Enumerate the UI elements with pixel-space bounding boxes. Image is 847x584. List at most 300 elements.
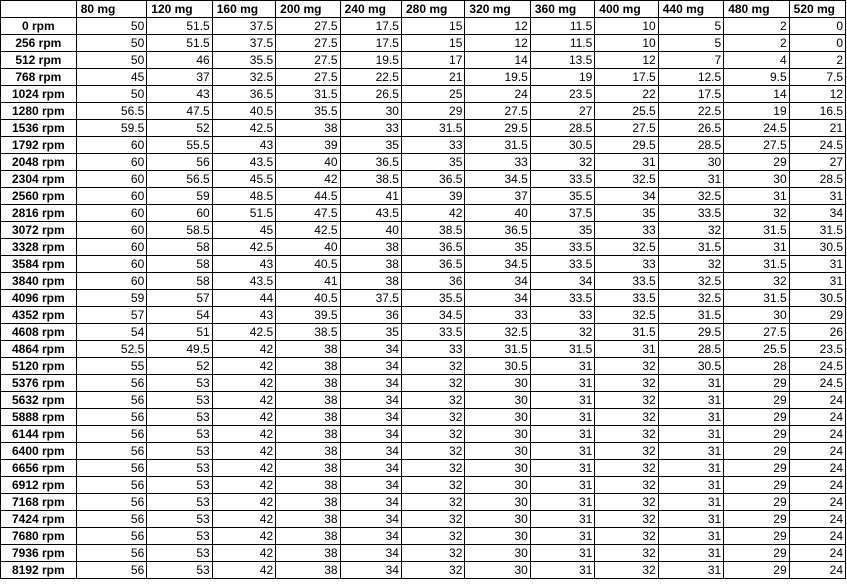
table-cell: 32 (401, 477, 464, 494)
table-cell: 19 (724, 103, 789, 120)
table-cell: 30 (658, 154, 723, 171)
table-cell: 34 (530, 273, 594, 290)
table-cell: 33.5 (401, 324, 464, 341)
table-cell: 35 (401, 154, 464, 171)
table-cell: 40 (276, 239, 340, 256)
table-cell: 29 (724, 392, 789, 409)
table-cell: 53 (147, 545, 212, 562)
table-cell: 29.5 (658, 324, 723, 341)
table-cell: 60 (76, 171, 147, 188)
table-cell: 35 (530, 222, 594, 239)
column-header: 80 mg (76, 1, 147, 18)
table-cell: 33 (595, 222, 658, 239)
table-cell: 38 (276, 358, 340, 375)
table-cell: 31.5 (595, 324, 658, 341)
table-cell: 25.5 (595, 103, 658, 120)
table-cell: 34 (340, 562, 401, 579)
table-cell: 9.5 (724, 69, 789, 86)
table-cell: 12.5 (658, 69, 723, 86)
table-cell: 22 (595, 86, 658, 103)
table-cell: 53 (147, 528, 212, 545)
table-cell: 31 (530, 358, 594, 375)
column-header: 520 mg (789, 1, 845, 18)
row-label: 512 rpm (1, 52, 77, 69)
table-cell: 32 (595, 494, 658, 511)
table-cell: 42 (212, 528, 275, 545)
table-cell: 54 (147, 307, 212, 324)
table-cell: 60 (76, 256, 147, 273)
table-cell: 37.5 (212, 35, 275, 52)
table-cell: 31 (530, 375, 594, 392)
table-cell: 11.5 (530, 18, 594, 35)
table-cell: 43.5 (212, 154, 275, 171)
table-cell: 40.5 (212, 103, 275, 120)
table-cell: 27.5 (276, 69, 340, 86)
table-cell: 30 (465, 511, 530, 528)
table-cell: 50 (76, 52, 147, 69)
table-cell: 31 (789, 188, 845, 205)
table-row (1, 256, 846, 273)
table-cell: 48.5 (212, 188, 275, 205)
table-cell: 29 (724, 460, 789, 477)
table-cell: 40 (276, 154, 340, 171)
table-cell: 30.5 (789, 290, 845, 307)
table-cell: 38 (276, 409, 340, 426)
table-cell: 32 (530, 154, 594, 171)
table-cell: 29 (724, 154, 789, 171)
table-cell: 32 (401, 392, 464, 409)
table-cell: 31 (658, 545, 723, 562)
table-cell: 27.5 (276, 35, 340, 52)
table-cell: 32 (401, 545, 464, 562)
table-cell: 24 (789, 545, 845, 562)
table-cell: 31 (724, 239, 789, 256)
table-cell: 17.5 (340, 35, 401, 52)
table-cell: 32.5 (595, 171, 658, 188)
table-cell: 33.5 (595, 273, 658, 290)
table-cell: 42 (276, 171, 340, 188)
table-cell: 28.5 (530, 120, 594, 137)
table-cell: 7 (658, 52, 723, 69)
column-header: 280 mg (401, 1, 464, 18)
table-cell: 51.5 (147, 18, 212, 35)
table-cell: 21 (401, 69, 464, 86)
table-cell: 15 (401, 18, 464, 35)
table-cell: 24 (789, 477, 845, 494)
row-label: 4608 rpm (1, 324, 77, 341)
table-cell: 40.5 (276, 256, 340, 273)
table-cell: 35.5 (276, 103, 340, 120)
table-cell: 38 (276, 494, 340, 511)
table-cell: 31.5 (789, 222, 845, 239)
table-cell: 56 (76, 494, 147, 511)
table-cell: 31 (530, 409, 594, 426)
table-cell: 32 (595, 477, 658, 494)
table-cell: 27.5 (724, 137, 789, 154)
table-cell: 26.5 (340, 86, 401, 103)
table-cell: 42 (212, 358, 275, 375)
table-cell: 34 (340, 443, 401, 460)
table-cell: 34 (340, 477, 401, 494)
table-cell: 32 (401, 358, 464, 375)
table-cell: 58 (147, 273, 212, 290)
column-header: 400 mg (595, 1, 658, 18)
table-cell: 34 (340, 341, 401, 358)
table-cell: 29 (724, 545, 789, 562)
row-label: 8192 rpm (1, 562, 77, 579)
table-cell: 23.5 (789, 341, 845, 358)
table-cell: 50 (76, 18, 147, 35)
table-cell: 37.5 (212, 18, 275, 35)
table-cell: 34.5 (465, 256, 530, 273)
table-cell: 31 (530, 511, 594, 528)
table-cell: 38.5 (340, 171, 401, 188)
table-cell: 60 (76, 188, 147, 205)
table-cell: 44.5 (276, 188, 340, 205)
table-cell: 42 (212, 511, 275, 528)
table-cell: 42 (212, 409, 275, 426)
table-cell: 12 (789, 86, 845, 103)
table-cell: 34 (340, 392, 401, 409)
table-cell: 32 (401, 409, 464, 426)
table-cell: 32 (595, 511, 658, 528)
table-cell: 25 (401, 86, 464, 103)
row-label: 7424 rpm (1, 511, 77, 528)
table-cell: 30 (465, 545, 530, 562)
table-cell: 29 (724, 443, 789, 460)
table-cell: 12 (465, 35, 530, 52)
table-cell: 60 (76, 222, 147, 239)
table-row (1, 341, 846, 358)
table-cell: 41 (276, 273, 340, 290)
table-cell: 29 (724, 477, 789, 494)
table-cell: 32 (401, 511, 464, 528)
row-label: 6656 rpm (1, 460, 77, 477)
table-cell: 31 (789, 273, 845, 290)
table-cell: 31 (658, 375, 723, 392)
column-header: 200 mg (276, 1, 340, 18)
table-cell: 32.5 (465, 324, 530, 341)
table-cell: 31 (658, 477, 723, 494)
table-cell: 42 (212, 562, 275, 579)
table-cell: 42 (401, 205, 464, 222)
table-cell: 32 (595, 358, 658, 375)
table-cell: 30 (465, 426, 530, 443)
table-cell: 34 (595, 188, 658, 205)
table-cell: 56 (76, 562, 147, 579)
table-cell: 30 (340, 103, 401, 120)
row-label: 2304 rpm (1, 171, 77, 188)
table-cell: 37.5 (530, 205, 594, 222)
table-cell: 35 (465, 239, 530, 256)
table-cell: 34 (340, 409, 401, 426)
table-cell: 40.5 (276, 290, 340, 307)
row-label: 0 rpm (1, 18, 77, 35)
table-cell: 42 (212, 426, 275, 443)
table-cell: 53 (147, 375, 212, 392)
table-cell: 26.5 (658, 120, 723, 137)
table-cell: 10 (595, 18, 658, 35)
table-cell: 38 (276, 460, 340, 477)
row-label: 2048 rpm (1, 154, 77, 171)
table-cell: 38 (276, 562, 340, 579)
table-row (1, 426, 846, 443)
table-cell: 38 (276, 341, 340, 358)
table-cell: 36.5 (401, 171, 464, 188)
table-cell: 47.5 (276, 205, 340, 222)
row-label: 1280 rpm (1, 103, 77, 120)
table-cell: 43.5 (340, 205, 401, 222)
table-cell: 26 (789, 324, 845, 341)
table-cell: 34 (340, 494, 401, 511)
table-cell: 56 (76, 528, 147, 545)
table-cell: 60 (147, 205, 212, 222)
table-row (1, 273, 846, 290)
table-row (1, 324, 846, 341)
table-cell: 56 (76, 409, 147, 426)
table-cell: 31 (530, 545, 594, 562)
table-cell: 17.5 (658, 86, 723, 103)
table-cell: 30 (465, 528, 530, 545)
table-cell: 42 (212, 341, 275, 358)
table-cell: 31 (658, 460, 723, 477)
row-label: 7680 rpm (1, 528, 77, 545)
table-cell: 34 (465, 273, 530, 290)
table-cell: 31 (530, 443, 594, 460)
table-cell: 24 (789, 392, 845, 409)
table-cell: 31 (530, 392, 594, 409)
table-cell: 42 (212, 545, 275, 562)
table-cell: 52.5 (76, 341, 147, 358)
table-cell: 42 (212, 477, 275, 494)
table-row (1, 494, 846, 511)
table-cell: 24.5 (789, 137, 845, 154)
table-cell: 42 (212, 375, 275, 392)
table-cell: 34 (789, 205, 845, 222)
table-cell: 30.5 (465, 358, 530, 375)
table-row (1, 409, 846, 426)
table-cell: 35.5 (530, 188, 594, 205)
table-cell: 36.5 (212, 86, 275, 103)
table-cell: 27 (530, 103, 594, 120)
table-cell: 42 (212, 494, 275, 511)
table-cell: 36 (340, 307, 401, 324)
table-cell: 42.5 (212, 120, 275, 137)
table-cell: 44 (212, 290, 275, 307)
table-cell: 50 (76, 86, 147, 103)
table-cell: 22.5 (340, 69, 401, 86)
column-header: 440 mg (658, 1, 723, 18)
row-label: 1536 rpm (1, 120, 77, 137)
table-cell: 42.5 (276, 222, 340, 239)
column-header: 120 mg (147, 1, 212, 18)
table-cell: 32 (724, 205, 789, 222)
table-cell: 32 (401, 443, 464, 460)
table-cell: 32 (595, 409, 658, 426)
table-cell: 51 (147, 324, 212, 341)
table-cell: 56.5 (147, 171, 212, 188)
row-label: 5888 rpm (1, 409, 77, 426)
table-cell: 17.5 (595, 69, 658, 86)
table-cell: 34 (340, 375, 401, 392)
table-row (1, 171, 846, 188)
table-cell: 32.5 (658, 273, 723, 290)
table-cell: 42 (212, 443, 275, 460)
table-cell: 33 (401, 137, 464, 154)
table-row (1, 35, 846, 52)
row-label: 256 rpm (1, 35, 77, 52)
table-cell: 37 (147, 69, 212, 86)
table-cell: 32.5 (595, 307, 658, 324)
table-cell: 28.5 (658, 341, 723, 358)
table-cell: 56 (76, 443, 147, 460)
table-cell: 57 (147, 290, 212, 307)
table-cell: 38 (276, 477, 340, 494)
table-cell: 17.5 (340, 18, 401, 35)
table-cell: 42 (212, 460, 275, 477)
table-cell: 32 (724, 273, 789, 290)
table-cell: 38.5 (276, 324, 340, 341)
column-header: 480 mg (724, 1, 789, 18)
table-cell: 51.5 (147, 35, 212, 52)
table-cell: 32.5 (595, 239, 658, 256)
table-cell: 32 (401, 494, 464, 511)
table-cell: 47.5 (147, 103, 212, 120)
table-cell: 58 (147, 239, 212, 256)
table-cell: 39 (401, 188, 464, 205)
table-cell: 31 (530, 460, 594, 477)
table-cell: 31 (658, 494, 723, 511)
table-row (1, 222, 846, 239)
table-cell: 33 (465, 154, 530, 171)
table-cell: 38 (276, 120, 340, 137)
table-cell: 56 (76, 511, 147, 528)
row-label: 6912 rpm (1, 477, 77, 494)
table-cell: 29 (724, 511, 789, 528)
table-cell: 32 (595, 443, 658, 460)
row-label: 2816 rpm (1, 205, 77, 222)
table-cell: 27.5 (465, 103, 530, 120)
table-cell: 17 (401, 52, 464, 69)
table-cell: 24 (789, 528, 845, 545)
table-cell: 46 (147, 52, 212, 69)
table-cell: 32 (595, 562, 658, 579)
table-row (1, 188, 846, 205)
table-cell: 2 (789, 52, 845, 69)
table-cell: 33.5 (530, 290, 594, 307)
table-cell: 27.5 (724, 324, 789, 341)
table-cell: 31 (595, 341, 658, 358)
table-cell: 19 (530, 69, 594, 86)
table-cell: 45.5 (212, 171, 275, 188)
table-cell: 31 (658, 409, 723, 426)
table-row (1, 290, 846, 307)
table-row (1, 18, 846, 35)
table-cell: 60 (76, 205, 147, 222)
table-cell: 53 (147, 562, 212, 579)
table-cell: 45 (76, 69, 147, 86)
table-cell: 32.5 (658, 188, 723, 205)
table-cell: 24 (789, 426, 845, 443)
table-cell: 53 (147, 443, 212, 460)
table-cell: 30 (465, 392, 530, 409)
table-cell: 53 (147, 460, 212, 477)
header-row (1, 1, 846, 18)
table-cell: 31 (530, 426, 594, 443)
table-cell: 36.5 (465, 222, 530, 239)
table-row (1, 154, 846, 171)
table-row (1, 375, 846, 392)
table-cell: 55 (76, 358, 147, 375)
table-cell: 27.5 (595, 120, 658, 137)
table-cell: 31.5 (401, 120, 464, 137)
table-cell: 30 (465, 477, 530, 494)
table-cell: 60 (76, 154, 147, 171)
table-cell: 27.5 (276, 52, 340, 69)
row-label: 6144 rpm (1, 426, 77, 443)
table-cell: 35.5 (212, 52, 275, 69)
table-cell: 30.5 (789, 239, 845, 256)
table-cell: 34 (340, 528, 401, 545)
table-cell: 2 (724, 35, 789, 52)
table-row (1, 460, 846, 477)
table-cell: 34 (340, 426, 401, 443)
table-cell: 33 (595, 256, 658, 273)
table-cell: 38 (276, 375, 340, 392)
table-row (1, 392, 846, 409)
table-cell: 32.5 (212, 69, 275, 86)
table-cell: 29 (724, 426, 789, 443)
table-cell: 36.5 (401, 239, 464, 256)
table-cell: 31 (789, 256, 845, 273)
table-cell: 35 (340, 137, 401, 154)
row-label: 4352 rpm (1, 307, 77, 324)
column-header: 240 mg (340, 1, 401, 18)
table-cell: 12 (595, 52, 658, 69)
table-cell: 34.5 (465, 171, 530, 188)
table-cell: 30.5 (658, 358, 723, 375)
row-label: 1792 rpm (1, 137, 77, 154)
table-row (1, 307, 846, 324)
table-cell: 15 (401, 35, 464, 52)
table-cell: 54 (76, 324, 147, 341)
table-row (1, 477, 846, 494)
table-cell: 38 (340, 273, 401, 290)
row-label: 3072 rpm (1, 222, 77, 239)
table-row (1, 562, 846, 579)
table-cell: 21 (789, 120, 845, 137)
table-cell: 58 (147, 256, 212, 273)
table-cell: 24 (789, 443, 845, 460)
table-cell: 4 (724, 52, 789, 69)
row-label: 5120 rpm (1, 358, 77, 375)
table-row (1, 358, 846, 375)
table-cell: 53 (147, 494, 212, 511)
table-row (1, 103, 846, 120)
table-cell: 34 (340, 511, 401, 528)
table-cell: 35 (340, 324, 401, 341)
table-cell: 32 (595, 545, 658, 562)
table-cell: 32 (401, 375, 464, 392)
row-label: 4096 rpm (1, 290, 77, 307)
table-cell: 5 (658, 35, 723, 52)
table-cell: 31 (658, 528, 723, 545)
table-cell: 38 (276, 528, 340, 545)
row-label: 3328 rpm (1, 239, 77, 256)
table-cell: 38 (340, 256, 401, 273)
table-cell: 31 (530, 528, 594, 545)
table-cell: 58.5 (147, 222, 212, 239)
